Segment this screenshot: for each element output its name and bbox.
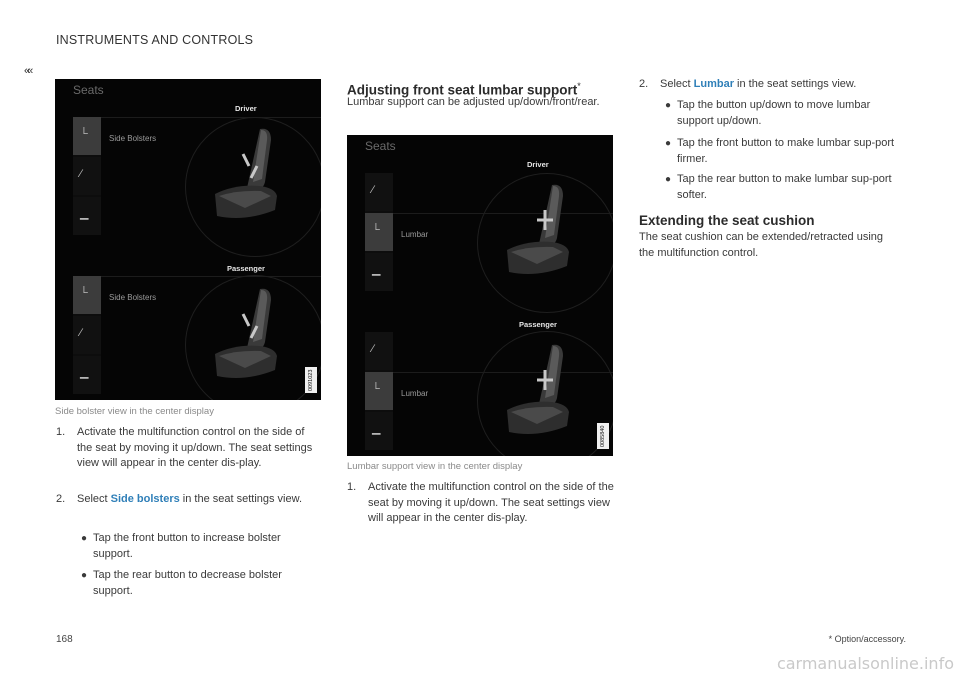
step-prefix: Select (660, 78, 694, 90)
passenger-side-bolster-button[interactable] (73, 276, 101, 314)
driver-setting-label: Lumbar (401, 230, 429, 239)
list-item (665, 136, 905, 167)
passenger-setting-label: Lumbar (401, 389, 429, 398)
figure-seats-title: Seats (73, 83, 104, 97)
driver-side-bolster-button[interactable] (73, 117, 101, 155)
section-title: INSTRUMENTS AND CONTROLS (56, 33, 254, 47)
passenger-seat-image (497, 340, 577, 450)
option-marker: * (577, 81, 581, 91)
driver-cushion-button[interactable] (73, 197, 101, 235)
figure1-caption: Side bolster view in the center display (55, 406, 214, 417)
step-1 (56, 425, 321, 472)
bullet-icon: ● (665, 138, 672, 149)
bullet-icon: ● (665, 100, 672, 111)
seat-cushion-icon: ▁ (372, 423, 381, 435)
step-text: Activate the multifunction control on the side of the seat by moving it up/down. The seat settings view will appear in the center dis-play. (368, 481, 614, 524)
passenger-lumbar-button[interactable] (73, 316, 101, 354)
bullet-text: Tap the button up/down to move lumbar support up/down. (677, 99, 871, 127)
seat-backrest-icon: ∕ (372, 184, 374, 196)
seat-backrest-icon: └ (80, 128, 88, 140)
figure2-caption: Lumbar support view in the center display (347, 461, 523, 472)
driver-seat-image (205, 124, 285, 234)
step-number: 1. (347, 481, 357, 493)
seat-backrest-icon: ∕ (372, 343, 374, 355)
passenger-cushion-button[interactable] (365, 412, 393, 450)
image-code: 0091023 (305, 367, 317, 393)
seat-cushion-icon: ▁ (372, 264, 381, 276)
driver-seat-image (497, 180, 577, 290)
seat-backrest-icon: └ (80, 287, 88, 299)
list-item (81, 568, 321, 599)
divider (101, 276, 321, 277)
passenger-setting-label: Side Bolsters (109, 293, 157, 302)
step-suffix: in the seat settings view. (179, 493, 303, 505)
back-arrows-icon[interactable]: «« (24, 65, 31, 77)
bullet-icon: ● (665, 174, 672, 185)
driver-label: Driver (527, 160, 549, 169)
step-text (639, 77, 904, 93)
lumbar-intro: Lumbar support can be adjusted up/down/front/rear. (347, 96, 600, 108)
passenger-label: Passenger (519, 320, 557, 329)
driver-label: Driver (235, 104, 257, 113)
lumbar-link[interactable]: Lumbar (693, 78, 734, 90)
lumbar-figure (347, 135, 613, 456)
seat-cushion-paragraph: The seat cushion can be extended/retracted using the multifunction control. (639, 231, 883, 259)
step-prefix: Select (77, 493, 111, 505)
figure-seats-title: Seats (365, 139, 396, 153)
step-text: Activate the multifunction control on the side of the seat by moving it up/down. The seat settings view will appear in the center dis-play. (77, 426, 313, 469)
bullet-text: Tap the rear button to decrease bolster support. (93, 569, 282, 597)
bullet-icon: ● (81, 533, 88, 544)
image-code: 0085840 (597, 423, 609, 449)
seat-cushion-icon: ▁ (80, 208, 89, 220)
driver-setting-label: Side Bolsters (109, 134, 157, 143)
driver-cushion-button[interactable] (365, 253, 393, 291)
seat-backrest-icon: ∕ (80, 327, 82, 339)
footnote: * Option/accessory. (828, 634, 906, 644)
step-number: 2. (56, 493, 66, 505)
step-1 (347, 480, 614, 527)
seat-cushion-icon: ▁ (80, 367, 89, 379)
step-2 (639, 77, 904, 93)
driver-lumbar-button[interactable] (73, 157, 101, 195)
step-2 (56, 492, 321, 508)
bullet-text: Tap the front button to increase bolster support. (93, 532, 281, 560)
side-bolster-figure (55, 79, 321, 400)
bullet-text: Tap the rear button to make lumbar sup-port softer. (677, 173, 892, 201)
seat-backrest-icon: ∕ (80, 168, 82, 180)
page-number: 168 (56, 634, 73, 645)
driver-lumbar-button[interactable] (365, 213, 393, 251)
list-item (81, 531, 321, 562)
step-suffix: in the seat settings view. (733, 78, 857, 90)
seat-backrest-icon: └ (372, 224, 380, 236)
step-number: 2. (639, 78, 649, 90)
passenger-seat-image (205, 284, 285, 394)
step-number: 1. (56, 426, 66, 438)
step-text (56, 492, 321, 508)
passenger-label: Passenger (227, 264, 265, 273)
divider (101, 117, 321, 118)
list-item (665, 172, 905, 203)
heading-text: Adjusting front seat lumbar support (347, 82, 578, 98)
list-item (665, 98, 905, 129)
passenger-lumbar-button[interactable] (365, 372, 393, 410)
seat-backrest-icon: └ (372, 383, 380, 395)
side-bolsters-link[interactable]: Side bolsters (110, 493, 180, 505)
bullet-text: Tap the front button to make lumbar sup-port firmer. (677, 137, 895, 165)
watermark: carmanualsonline.info (776, 654, 954, 673)
seat-cushion-heading: Extending the seat cushion (639, 213, 815, 228)
driver-side-bolster-button[interactable] (365, 173, 393, 211)
passenger-cushion-button[interactable] (73, 356, 101, 394)
bullet-icon: ● (81, 570, 88, 581)
passenger-side-bolster-button[interactable] (365, 332, 393, 370)
